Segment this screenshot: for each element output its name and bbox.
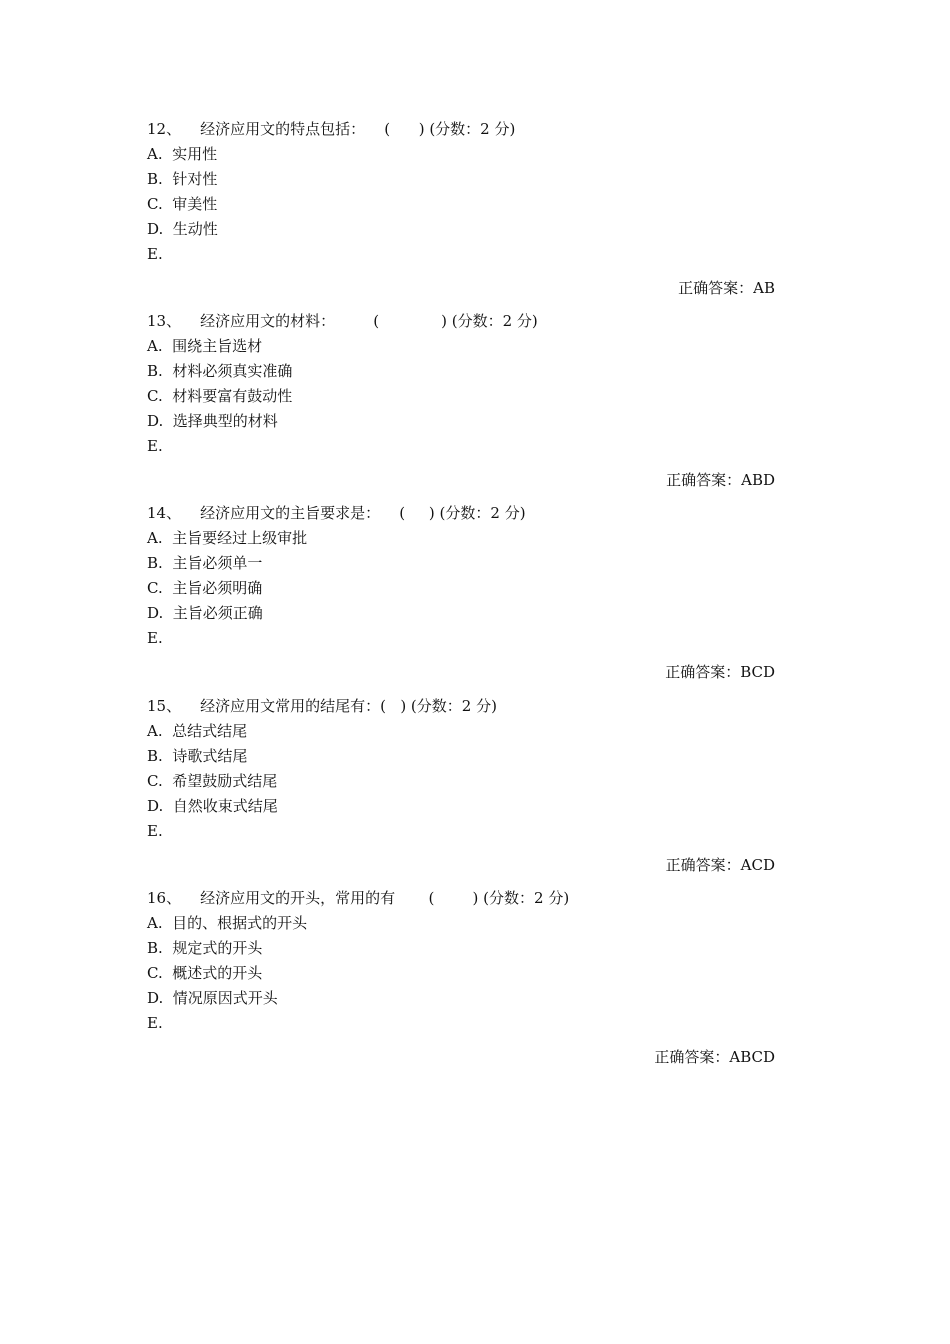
question-13	[147, 309, 775, 493]
question-15	[147, 694, 775, 878]
option-e: E.	[147, 245, 163, 263]
option-c: C. 审美性	[147, 195, 218, 213]
option-e: E.	[147, 629, 163, 647]
option-d: D. 情况原因式开头	[147, 989, 278, 1007]
option-a: A. 围绕主旨选材	[147, 337, 263, 355]
question-stem: 14、 经济应用文的主旨要求是： ( ) (分数：2 分)	[147, 504, 526, 522]
question-stem: 12、 经济应用文的特点包括： ( ) (分数：2 分)	[147, 120, 516, 138]
option-e: E.	[147, 437, 163, 455]
option-b: B. 规定式的开头	[147, 939, 263, 957]
option-b: B. 材料必须真实准确	[147, 362, 293, 380]
correct-answer: 正确答案：ACD	[665, 856, 775, 874]
option-c: C. 概述式的开头	[147, 964, 263, 982]
correct-answer: 正确答案：ABCD	[654, 1048, 775, 1066]
option-c: C. 希望鼓励式结尾	[147, 772, 278, 790]
correct-answer: 正确答案：AB	[678, 279, 775, 297]
question-14	[147, 501, 775, 685]
question-stem: 16、 经济应用文的开头，常用的有 ( ) (分数：2 分)	[147, 889, 570, 907]
option-d: D. 主旨必须正确	[147, 604, 263, 622]
correct-answer: 正确答案：BCD	[665, 663, 775, 681]
option-d: D. 自然收束式结尾	[147, 797, 278, 815]
question-12	[147, 117, 775, 301]
option-a: A. 实用性	[147, 145, 218, 163]
option-b: B. 主旨必须单一	[147, 554, 263, 572]
option-e: E.	[147, 822, 163, 840]
option-b: B. 针对性	[147, 170, 218, 188]
option-d: D. 选择典型的材料	[147, 412, 278, 430]
option-c: C. 材料要富有鼓动性	[147, 387, 293, 405]
option-e: E.	[147, 1014, 163, 1032]
option-b: B. 诗歌式结尾	[147, 747, 248, 765]
option-a: A. 主旨要经过上级审批	[147, 529, 308, 547]
question-stem: 15、 经济应用文常用的结尾有：( ) (分数：2 分)	[147, 697, 497, 715]
option-d: D. 生动性	[147, 220, 218, 238]
question-stem: 13、 经济应用文的材料： ( ) (分数：2 分)	[147, 312, 538, 330]
option-a: A. 总结式结尾	[147, 722, 248, 740]
question-16	[147, 886, 775, 1070]
option-a: A. 目的、根据式的开头	[147, 914, 308, 932]
option-c: C. 主旨必须明确	[147, 579, 263, 597]
correct-answer: 正确答案：ABD	[666, 471, 775, 489]
